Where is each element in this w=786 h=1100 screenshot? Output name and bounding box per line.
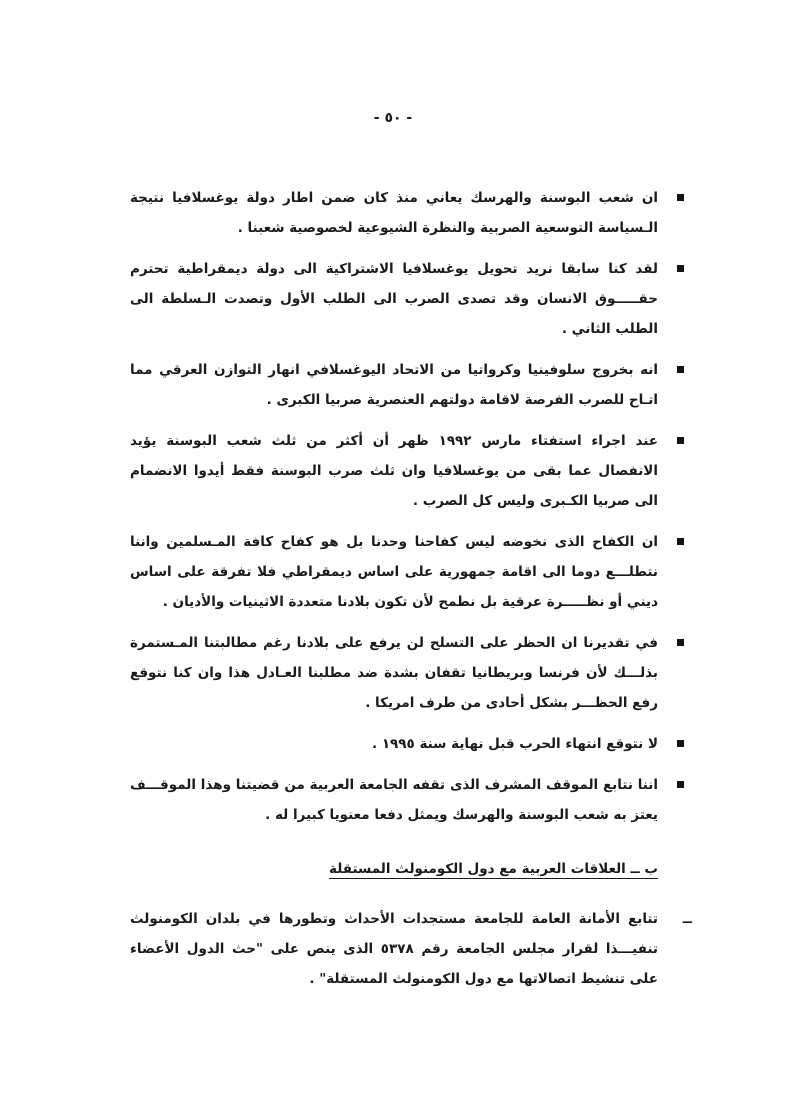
dash-marker: ــ: [682, 911, 692, 927]
square-bullet-icon: [677, 538, 684, 545]
dash-item-text: تتابع الأمانة العامة للجامعة مستجدات الأحداث وتطورها في بلدان الكومنولث تنفيـــذا لقرار مجلس الجامعة رقم ٥٣٧٨ الذى ينص على "حث الدول الأعضاء على تنشيط اتصالاتها مع دول الكومنولث المستقلة" .: [130, 911, 658, 987]
section-heading: ب ــ العلاقات العربية مع دول الكومنولث المستقلة: [329, 861, 658, 877]
list-item: [130, 770, 658, 830]
square-bullet-icon: [677, 265, 684, 272]
list-item: [130, 628, 658, 718]
square-bullet-icon: [677, 781, 684, 788]
page-number: - ٥٠ -: [373, 110, 413, 126]
bullet-text: لقد كنا سابقا نريد تحويل يوغسلافيا الاشتراكية الى دولة ديمقراطية تحترم حقـــــوق الانسان وقد تصدى الصرب الى الطلب الأول وتصدت الـسلطة الى الطلب الثاني .: [130, 261, 658, 337]
list-item: [130, 183, 658, 243]
bullet-text: ان الكفاح الذى نخوضه ليس كفاحنا وحدنا بل هو كفاح كافة المـسلمين واننا نتطلـــع دوما الى اقامة جمهورية على اساس ديمقراطي فلا تفرقة على اساس ديني أو نظـــــرة عرقية بل نطمح لأن تكون بلادنا متعددة الاثينيات والأديان .: [130, 534, 658, 610]
bullet-text: لا نتوقع انتهاء الحرب قبل نهاية سنة ١٩٩٥ .: [371, 736, 658, 752]
page-content: [130, 183, 692, 994]
list-item: [130, 527, 658, 617]
list-item: [130, 729, 658, 759]
bullet-text: ان شعب البوسنة والهرسك يعاني منذ كان ضمن اطار دولة يوغسلافيا نتيجة الـسياسة التوسعية الصربية والنظرة الشيوعية لخصوصية شعبنا .: [130, 190, 658, 236]
list-item: [130, 426, 658, 516]
list-item: [130, 355, 658, 415]
bullet-list: [130, 183, 658, 830]
square-bullet-icon: [677, 639, 684, 646]
square-bullet-icon: [677, 740, 684, 747]
list-item: [130, 254, 658, 344]
square-bullet-icon: [677, 366, 684, 373]
square-bullet-icon: [677, 194, 684, 201]
bullet-text: عند اجراء استفتاء مارس ١٩٩٢ ظهر أن أكثر من ثلث شعب البوسنة يؤيد الانفصال عما بقى من يوغسلافيا وان ثلث صرب البوسنة فقط أيدوا الانضمام الى صربيا الكـبرى وليس كل الصرب .: [130, 433, 658, 509]
square-bullet-icon: [677, 437, 684, 444]
bullet-text: في تقديرنا ان الحظر على التسلح لن يرفع على بلادنا رغم مطالبتنا المـستمرة بذلـــك لأن فرنسا وبريطانيا تقفان بشدة ضد مطلبنا العـادل هذا وان كنا نتوقع رفع الحظـــر بشكل أحادى من طرف امريكا .: [130, 635, 658, 711]
dash-item: [130, 904, 692, 994]
bullet-text: انه بخروج سلوفينيا وكرواتيا من الاتحاد اليوغسلافي انهار التوازن العرقي مما اتـاح للصرب الفرصة لاقامة دولتهم العنصرية صربيا الكبرى .: [130, 362, 658, 408]
bullet-text: اننا نتابع الموقف المشرف الذى تقفه الجامعة العربية من قضيتنا وهذا الموقـــف يعتز به شعب البوسنة والهرسك ويمثل دفعا معنويا كبيرا له .: [130, 777, 658, 823]
